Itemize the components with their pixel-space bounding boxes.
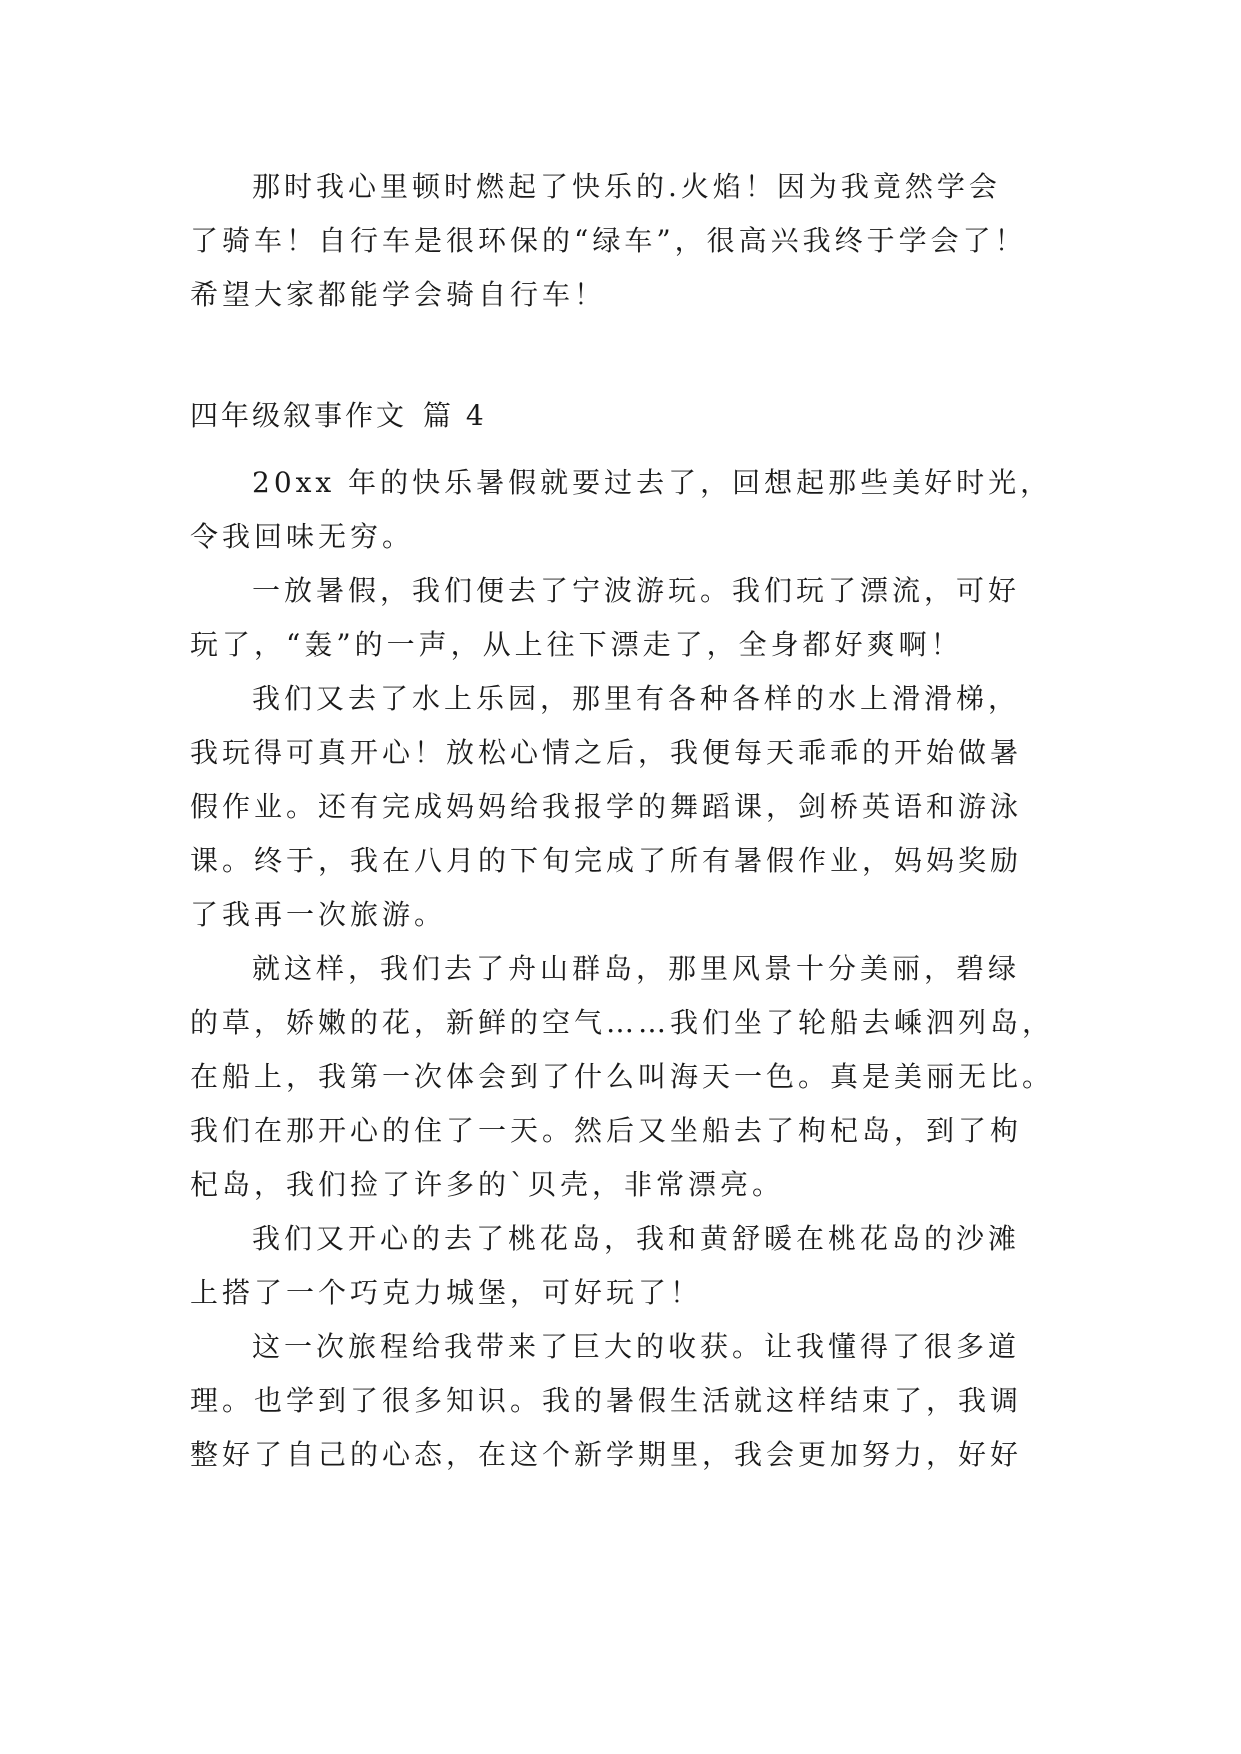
paragraph-line: 玩了，“轰”的一声，从上往下漂走了，全身都好爽啊！ bbox=[190, 628, 963, 661]
paragraph-line: 我玩得可真开心！放松心情之后，我便每天乖乖的开始做暑 bbox=[190, 736, 1023, 769]
paragraph-line: 课。终于，我在八月的下旬完成了所有暑假作业，妈妈奖励 bbox=[190, 844, 1023, 877]
paragraph-line: 令我回味无穷。 bbox=[190, 520, 415, 553]
paragraph-block-1 bbox=[190, 160, 1070, 322]
paragraph-line: 我们又去了水上乐园，那里有各种各样的水上滑滑梯， bbox=[252, 682, 1021, 715]
paragraph-line: 上搭了一个巧克力城堡，可好玩了！ bbox=[190, 1276, 703, 1309]
paragraph-block-2 bbox=[190, 456, 1070, 1482]
heading-title: 四年级叙事作文 bbox=[190, 399, 408, 432]
paragraph-line: 理。也学到了很多知识。我的暑假生活就这样结束了，我调 bbox=[190, 1384, 1023, 1417]
paragraph-line: 希望大家都能学会骑自行车！ bbox=[190, 278, 607, 311]
paragraph-line: 20xx 年的快乐暑假就要过去了，回想起那些美好时光， bbox=[252, 466, 1053, 499]
paragraph-line: 我们在那开心的住了一天。然后又坐船去了枸杞岛，到了枸 bbox=[190, 1114, 1023, 1147]
paragraph-line: 杞岛，我们捡了许多的`贝壳，非常漂亮。 bbox=[190, 1168, 785, 1201]
paragraph-line: 一放暑假，我们便去了宁波游玩。我们玩了漂流，可好 bbox=[252, 574, 1021, 607]
paragraph-line: 了我再一次旅游。 bbox=[190, 898, 447, 931]
paragraph-line: 整好了自己的心态，在这个新学期里，我会更加努力，好好 bbox=[190, 1438, 1023, 1471]
paragraph-line: 了骑车！自行车是很环保的“绿车”，很高兴我终于学会了！ bbox=[190, 224, 1027, 257]
paragraph-line: 假作业。还有完成妈妈给我报学的舞蹈课，剑桥英语和游泳 bbox=[190, 790, 1023, 823]
paragraph-line: 就这样，我们去了舟山群岛，那里风景十分美丽，碧绿 bbox=[252, 952, 1021, 985]
paragraph-line: 那时我心里顿时燃起了快乐的.火焰！因为我竟然学会 bbox=[252, 170, 1001, 203]
paragraph-line: 的草，娇嫩的花，新鲜的空气……我们坐了轮船去嵊泗列岛， bbox=[190, 1006, 1055, 1039]
paragraph-line: 我们又开心的去了桃花岛，我和黄舒暖在桃花岛的沙滩 bbox=[252, 1222, 1021, 1255]
paragraph-line: 这一次旅程给我带来了巨大的收获。让我懂得了很多道 bbox=[252, 1330, 1021, 1363]
heading-number: 篇 4 bbox=[423, 399, 487, 432]
section-heading bbox=[190, 396, 487, 436]
paragraph-line: 在船上，我第一次体会到了什么叫海天一色。真是美丽无比。 bbox=[190, 1060, 1055, 1093]
